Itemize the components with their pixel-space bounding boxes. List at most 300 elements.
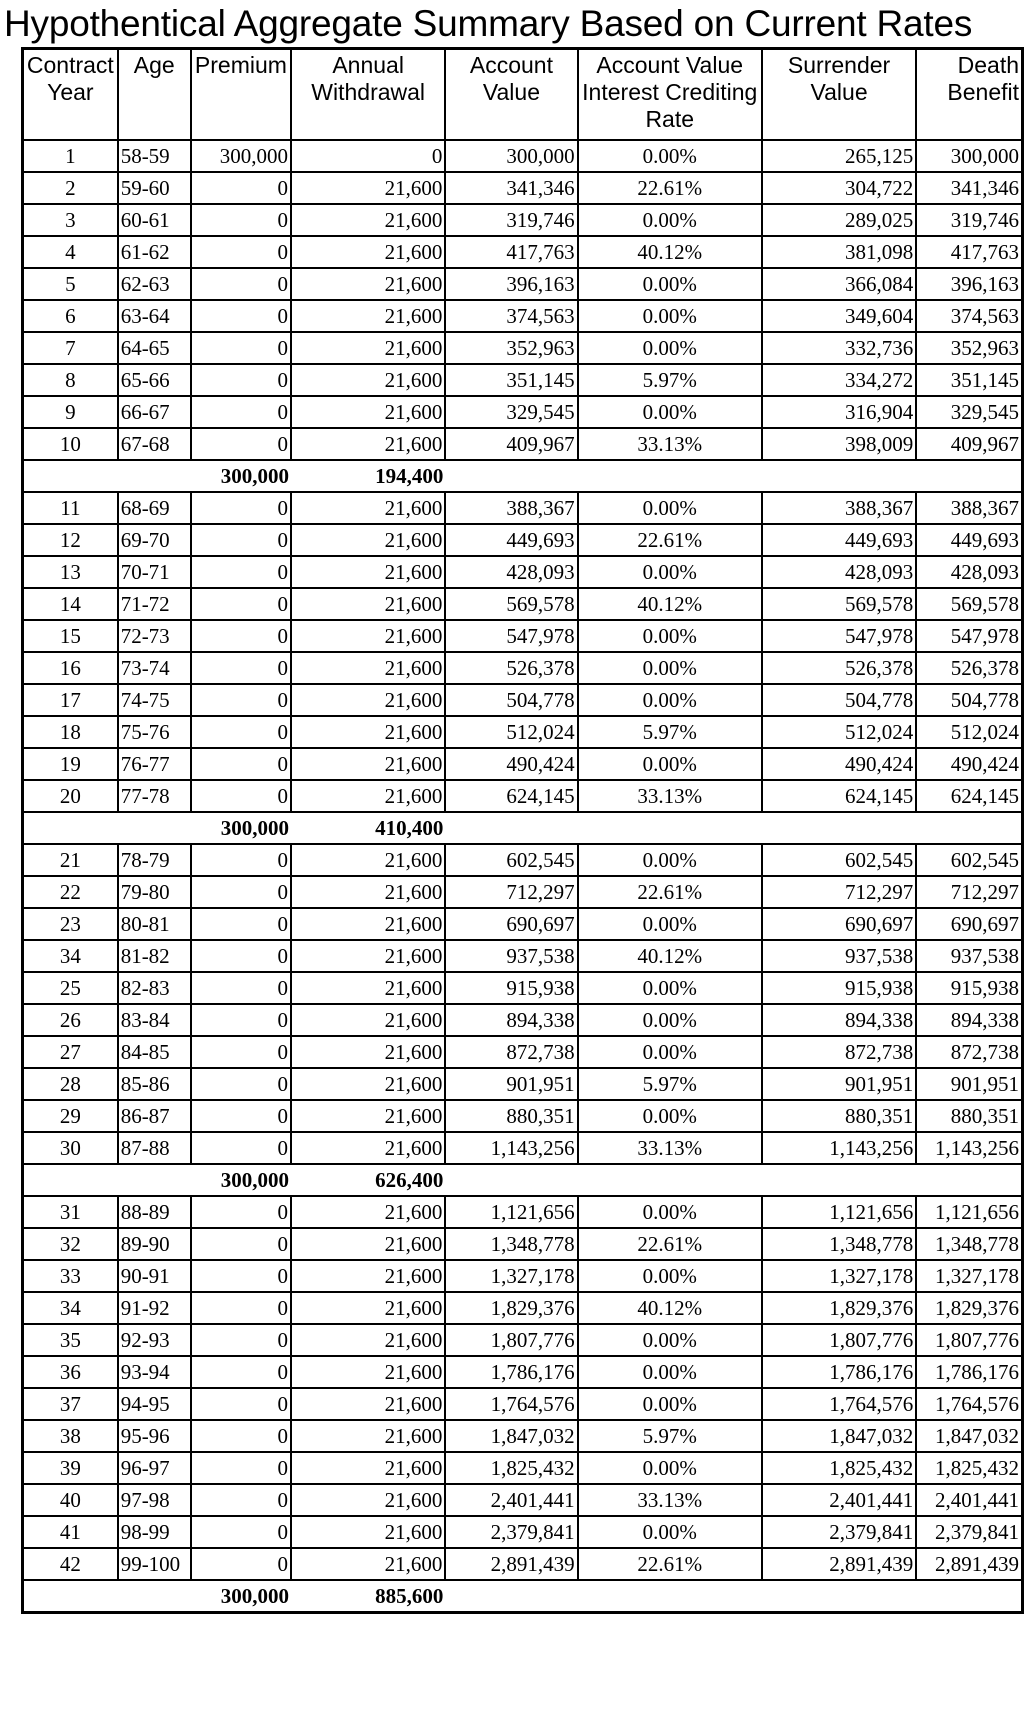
table-row (23, 396, 1023, 428)
cell-surrender-value: 381,098 (762, 236, 916, 268)
cell-age: 88-89 (118, 1196, 191, 1228)
cell-death-benefit: 1,348,778 (916, 1228, 1022, 1260)
cell-age: 76-77 (118, 748, 191, 780)
cell-account-value: 624,145 (445, 780, 577, 812)
cell-surrender-value: 569,578 (762, 588, 916, 620)
cell-death-benefit: 490,424 (916, 748, 1022, 780)
cell-crediting-rate: 0.00% (578, 140, 762, 172)
cell-death-benefit: 351,145 (916, 364, 1022, 396)
cell-contract-year: 35 (23, 1324, 118, 1356)
cell-premium: 0 (191, 492, 291, 524)
cell-age: 58-59 (118, 140, 191, 172)
cell-age: 69-70 (118, 524, 191, 556)
cell-surrender-value: 1,327,178 (762, 1260, 916, 1292)
cell-age: 79-80 (118, 876, 191, 908)
cell-contract-year: 28 (23, 1068, 118, 1100)
cell-crediting-rate: 0.00% (578, 204, 762, 236)
cell-surrender-value: 937,538 (762, 940, 916, 972)
cell-crediting-rate: 0.00% (578, 1196, 762, 1228)
cell-contract-year: 22 (23, 876, 118, 908)
cell-annual-withdrawal: 21,600 (291, 1388, 445, 1420)
cell-annual-withdrawal: 21,600 (291, 1100, 445, 1132)
cell-death-benefit: 2,401,441 (916, 1484, 1022, 1516)
cell-account-value: 1,825,432 (445, 1452, 577, 1484)
cell-age: 73-74 (118, 652, 191, 684)
cell-death-benefit: 388,367 (916, 492, 1022, 524)
header-death-benefit: Death Benefit (916, 49, 1022, 141)
cell-age: 68-69 (118, 492, 191, 524)
cell-age: 90-91 (118, 1260, 191, 1292)
subtotal-empty-cell (23, 1164, 118, 1196)
cell-annual-withdrawal: 21,600 (291, 684, 445, 716)
subtotal-empty-cell (762, 1164, 916, 1196)
cell-premium: 0 (191, 236, 291, 268)
cell-age: 77-78 (118, 780, 191, 812)
cell-surrender-value: 1,348,778 (762, 1228, 916, 1260)
cell-crediting-rate: 0.00% (578, 1516, 762, 1548)
cell-account-value: 547,978 (445, 620, 577, 652)
cell-annual-withdrawal: 21,600 (291, 620, 445, 652)
cell-surrender-value: 366,084 (762, 268, 916, 300)
cell-contract-year: 23 (23, 908, 118, 940)
cell-surrender-value: 1,847,032 (762, 1420, 916, 1452)
cell-contract-year: 4 (23, 236, 118, 268)
cell-account-value: 690,697 (445, 908, 577, 940)
cell-surrender-value: 1,829,376 (762, 1292, 916, 1324)
cell-contract-year: 36 (23, 1356, 118, 1388)
cell-account-value: 2,379,841 (445, 1516, 577, 1548)
table-row (23, 1260, 1023, 1292)
table-body (23, 140, 1023, 1613)
cell-surrender-value: 490,424 (762, 748, 916, 780)
cell-age: 89-90 (118, 1228, 191, 1260)
cell-crediting-rate: 0.00% (578, 684, 762, 716)
cell-account-value: 1,847,032 (445, 1420, 577, 1452)
cell-premium: 0 (191, 1516, 291, 1548)
premium-total: 300,000 (191, 1164, 291, 1196)
cell-account-value: 1,786,176 (445, 1356, 577, 1388)
cell-premium: 0 (191, 524, 291, 556)
table-row (23, 1004, 1023, 1036)
cell-crediting-rate: 0.00% (578, 908, 762, 940)
cell-annual-withdrawal: 21,600 (291, 844, 445, 876)
cell-crediting-rate: 0.00% (578, 300, 762, 332)
cell-contract-year: 40 (23, 1484, 118, 1516)
table-row (23, 1516, 1023, 1548)
cell-annual-withdrawal: 21,600 (291, 1420, 445, 1452)
cell-annual-withdrawal: 21,600 (291, 1324, 445, 1356)
cell-surrender-value: 915,938 (762, 972, 916, 1004)
cell-annual-withdrawal: 21,600 (291, 652, 445, 684)
cell-account-value: 319,746 (445, 204, 577, 236)
cell-crediting-rate: 0.00% (578, 1324, 762, 1356)
cell-crediting-rate: 0.00% (578, 844, 762, 876)
cell-annual-withdrawal: 21,600 (291, 716, 445, 748)
cell-premium: 0 (191, 1132, 291, 1164)
cell-crediting-rate: 33.13% (578, 1484, 762, 1516)
cell-premium: 0 (191, 620, 291, 652)
cell-account-value: 1,348,778 (445, 1228, 577, 1260)
cell-death-benefit: 872,738 (916, 1036, 1022, 1068)
cell-death-benefit: 449,693 (916, 524, 1022, 556)
cell-contract-year: 5 (23, 268, 118, 300)
cell-age: 87-88 (118, 1132, 191, 1164)
premium-total: 300,000 (191, 460, 291, 492)
cell-account-value: 1,829,376 (445, 1292, 577, 1324)
cell-account-value: 569,578 (445, 588, 577, 620)
cell-premium: 0 (191, 1548, 291, 1580)
cell-age: 71-72 (118, 588, 191, 620)
subtotal-empty-cell (762, 1580, 916, 1613)
cell-account-value: 901,951 (445, 1068, 577, 1100)
cell-death-benefit: 504,778 (916, 684, 1022, 716)
cell-surrender-value: 2,379,841 (762, 1516, 916, 1548)
cell-premium: 0 (191, 908, 291, 940)
cell-crediting-rate: 22.61% (578, 524, 762, 556)
cell-crediting-rate: 0.00% (578, 492, 762, 524)
cell-death-benefit: 374,563 (916, 300, 1022, 332)
table-row (23, 940, 1023, 972)
cell-premium: 0 (191, 268, 291, 300)
cell-death-benefit: 417,763 (916, 236, 1022, 268)
cell-premium: 0 (191, 876, 291, 908)
cell-crediting-rate: 0.00% (578, 556, 762, 588)
cell-contract-year: 25 (23, 972, 118, 1004)
cell-surrender-value: 690,697 (762, 908, 916, 940)
cell-death-benefit: 300,000 (916, 140, 1022, 172)
header-contract-year: Contract Year (23, 49, 118, 141)
subtotal-empty-cell (916, 812, 1022, 844)
cell-account-value: 409,967 (445, 428, 577, 460)
cell-annual-withdrawal: 21,600 (291, 588, 445, 620)
cell-annual-withdrawal: 21,600 (291, 1484, 445, 1516)
table-row (23, 1420, 1023, 1452)
cell-account-value: 1,807,776 (445, 1324, 577, 1356)
cell-crediting-rate: 22.61% (578, 1548, 762, 1580)
cell-death-benefit: 319,746 (916, 204, 1022, 236)
cell-account-value: 341,346 (445, 172, 577, 204)
cell-annual-withdrawal: 21,600 (291, 1260, 445, 1292)
cell-death-benefit: 1,786,176 (916, 1356, 1022, 1388)
subtotal-empty-cell (445, 1580, 577, 1613)
cell-premium: 0 (191, 332, 291, 364)
cell-death-benefit: 329,545 (916, 396, 1022, 428)
cell-contract-year: 17 (23, 684, 118, 716)
cell-age: 98-99 (118, 1516, 191, 1548)
cell-premium: 0 (191, 1228, 291, 1260)
cell-surrender-value: 349,604 (762, 300, 916, 332)
cell-contract-year: 41 (23, 1516, 118, 1548)
table-row (23, 652, 1023, 684)
cell-premium: 0 (191, 1452, 291, 1484)
header-age: Age (118, 49, 191, 141)
cell-surrender-value: 265,125 (762, 140, 916, 172)
header-account-value: Account Value (445, 49, 577, 141)
header-crediting-rate: Account Value Interest Crediting Rate (578, 49, 762, 141)
cell-death-benefit: 341,346 (916, 172, 1022, 204)
cell-premium: 0 (191, 844, 291, 876)
cell-crediting-rate: 0.00% (578, 620, 762, 652)
cell-premium: 0 (191, 1292, 291, 1324)
cell-account-value: 937,538 (445, 940, 577, 972)
header-premium: Premium (191, 49, 291, 141)
cell-death-benefit: 1,143,256 (916, 1132, 1022, 1164)
cell-age: 72-73 (118, 620, 191, 652)
cell-account-value: 352,963 (445, 332, 577, 364)
table-row (23, 1356, 1023, 1388)
cell-account-value: 894,338 (445, 1004, 577, 1036)
cell-age: 92-93 (118, 1324, 191, 1356)
cell-surrender-value: 1,807,776 (762, 1324, 916, 1356)
cell-premium: 0 (191, 1260, 291, 1292)
cell-premium: 0 (191, 556, 291, 588)
subtotal-empty-cell (916, 460, 1022, 492)
cell-account-value: 490,424 (445, 748, 577, 780)
subtotal-empty-cell (578, 1580, 762, 1613)
cell-crediting-rate: 0.00% (578, 268, 762, 300)
premium-total: 300,000 (191, 1580, 291, 1613)
table-row (23, 268, 1023, 300)
cell-premium: 0 (191, 396, 291, 428)
cell-annual-withdrawal: 21,600 (291, 1004, 445, 1036)
cell-premium: 0 (191, 364, 291, 396)
cell-annual-withdrawal: 21,600 (291, 172, 445, 204)
cell-crediting-rate: 0.00% (578, 972, 762, 1004)
cell-annual-withdrawal: 21,600 (291, 332, 445, 364)
cell-death-benefit: 1,327,178 (916, 1260, 1022, 1292)
document-title: Hypothentical Aggregate Summary Based on Current Rates (4, 3, 973, 44)
cell-premium: 0 (191, 300, 291, 332)
cell-age: 93-94 (118, 1356, 191, 1388)
table-row (23, 556, 1023, 588)
cell-annual-withdrawal: 21,600 (291, 364, 445, 396)
cell-crediting-rate: 0.00% (578, 332, 762, 364)
table-row (23, 1100, 1023, 1132)
cell-death-benefit: 1,807,776 (916, 1324, 1022, 1356)
cell-death-benefit: 624,145 (916, 780, 1022, 812)
cell-death-benefit: 569,578 (916, 588, 1022, 620)
cell-crediting-rate: 40.12% (578, 940, 762, 972)
cell-premium: 0 (191, 1100, 291, 1132)
cell-premium: 0 (191, 780, 291, 812)
cell-crediting-rate: 0.00% (578, 1356, 762, 1388)
cell-crediting-rate: 33.13% (578, 428, 762, 460)
cell-crediting-rate: 0.00% (578, 1036, 762, 1068)
table-row (23, 332, 1023, 364)
table-row (23, 588, 1023, 620)
cell-age: 64-65 (118, 332, 191, 364)
cell-annual-withdrawal: 21,600 (291, 972, 445, 1004)
subtotal-empty-cell (445, 1164, 577, 1196)
cell-crediting-rate: 5.97% (578, 1068, 762, 1100)
table-row (23, 1324, 1023, 1356)
cell-surrender-value: 504,778 (762, 684, 916, 716)
table-row (23, 236, 1023, 268)
cell-premium: 0 (191, 1388, 291, 1420)
cell-contract-year: 10 (23, 428, 118, 460)
cell-account-value: 1,764,576 (445, 1388, 577, 1420)
cell-contract-year: 18 (23, 716, 118, 748)
table-row (23, 1196, 1023, 1228)
table-row (23, 1548, 1023, 1580)
cell-surrender-value: 332,736 (762, 332, 916, 364)
cell-contract-year: 6 (23, 300, 118, 332)
cell-surrender-value: 1,143,256 (762, 1132, 916, 1164)
cell-annual-withdrawal: 21,600 (291, 268, 445, 300)
subtotal-empty-cell (118, 812, 191, 844)
cell-surrender-value: 428,093 (762, 556, 916, 588)
cell-annual-withdrawal: 21,600 (291, 940, 445, 972)
cell-annual-withdrawal: 21,600 (291, 524, 445, 556)
cell-surrender-value: 547,978 (762, 620, 916, 652)
cell-age: 91-92 (118, 1292, 191, 1324)
table-row (23, 908, 1023, 940)
cell-age: 75-76 (118, 716, 191, 748)
table-row (23, 172, 1023, 204)
header-surrender-value: Surrender Value (762, 49, 916, 141)
cell-annual-withdrawal: 21,600 (291, 1516, 445, 1548)
cell-crediting-rate: 0.00% (578, 396, 762, 428)
cell-crediting-rate: 0.00% (578, 1260, 762, 1292)
table-row (23, 1068, 1023, 1100)
cell-premium: 0 (191, 588, 291, 620)
table-row (23, 748, 1023, 780)
cell-annual-withdrawal: 21,600 (291, 1548, 445, 1580)
cell-crediting-rate: 22.61% (578, 172, 762, 204)
cell-death-benefit: 1,121,656 (916, 1196, 1022, 1228)
table-row (23, 492, 1023, 524)
cell-account-value: 526,378 (445, 652, 577, 684)
cell-crediting-rate: 40.12% (578, 236, 762, 268)
cell-account-value: 1,327,178 (445, 1260, 577, 1292)
cell-annual-withdrawal: 21,600 (291, 876, 445, 908)
cell-crediting-rate: 22.61% (578, 876, 762, 908)
cell-crediting-rate: 0.00% (578, 1100, 762, 1132)
summary-table (21, 47, 1024, 1614)
cell-premium: 0 (191, 972, 291, 1004)
cell-account-value: 374,563 (445, 300, 577, 332)
cell-contract-year: 20 (23, 780, 118, 812)
table-row (23, 428, 1023, 460)
cell-crediting-rate: 40.12% (578, 588, 762, 620)
cell-premium: 0 (191, 1068, 291, 1100)
cell-contract-year: 3 (23, 204, 118, 236)
cell-surrender-value: 316,904 (762, 396, 916, 428)
table-row (23, 364, 1023, 396)
cell-account-value: 872,738 (445, 1036, 577, 1068)
cell-contract-year: 15 (23, 620, 118, 652)
cell-age: 96-97 (118, 1452, 191, 1484)
cell-crediting-rate: 33.13% (578, 780, 762, 812)
subtotal-row (23, 812, 1023, 844)
cell-surrender-value: 624,145 (762, 780, 916, 812)
cell-account-value: 351,145 (445, 364, 577, 396)
table-row (23, 972, 1023, 1004)
cell-surrender-value: 526,378 (762, 652, 916, 684)
premium-total: 300,000 (191, 812, 291, 844)
cell-annual-withdrawal: 21,600 (291, 396, 445, 428)
cell-contract-year: 9 (23, 396, 118, 428)
cell-account-value: 504,778 (445, 684, 577, 716)
cell-age: 60-61 (118, 204, 191, 236)
cell-surrender-value: 449,693 (762, 524, 916, 556)
cell-account-value: 712,297 (445, 876, 577, 908)
cell-premium: 0 (191, 716, 291, 748)
cell-death-benefit: 2,891,439 (916, 1548, 1022, 1580)
cell-age: 99-100 (118, 1548, 191, 1580)
cell-surrender-value: 1,825,432 (762, 1452, 916, 1484)
cell-age: 62-63 (118, 268, 191, 300)
cell-death-benefit: 1,829,376 (916, 1292, 1022, 1324)
header-annual-withdrawal: Annual Withdrawal (291, 49, 445, 141)
cell-age: 83-84 (118, 1004, 191, 1036)
cell-annual-withdrawal: 21,600 (291, 1036, 445, 1068)
cell-death-benefit: 602,545 (916, 844, 1022, 876)
cell-contract-year: 14 (23, 588, 118, 620)
cell-premium: 0 (191, 172, 291, 204)
cell-crediting-rate: 5.97% (578, 716, 762, 748)
cell-account-value: 329,545 (445, 396, 577, 428)
cell-contract-year: 2 (23, 172, 118, 204)
cell-surrender-value: 1,786,176 (762, 1356, 916, 1388)
table-row (23, 620, 1023, 652)
cell-annual-withdrawal: 21,600 (291, 780, 445, 812)
cell-death-benefit: 915,938 (916, 972, 1022, 1004)
cell-annual-withdrawal: 21,600 (291, 492, 445, 524)
table-row (23, 1132, 1023, 1164)
table-row (23, 524, 1023, 556)
cell-account-value: 449,693 (445, 524, 577, 556)
subtotal-empty-cell (118, 1580, 191, 1613)
cell-surrender-value: 1,764,576 (762, 1388, 916, 1420)
subtotal-empty-cell (445, 812, 577, 844)
cell-surrender-value: 304,722 (762, 172, 916, 204)
cell-surrender-value: 894,338 (762, 1004, 916, 1036)
cell-premium: 0 (191, 1196, 291, 1228)
withdrawal-total: 626,400 (291, 1164, 445, 1196)
table-row (23, 780, 1023, 812)
cell-contract-year: 37 (23, 1388, 118, 1420)
cell-contract-year: 34 (23, 1292, 118, 1324)
cell-account-value: 915,938 (445, 972, 577, 1004)
cell-annual-withdrawal: 21,600 (291, 428, 445, 460)
cell-age: 94-95 (118, 1388, 191, 1420)
cell-premium: 300,000 (191, 140, 291, 172)
cell-account-value: 2,401,441 (445, 1484, 577, 1516)
cell-crediting-rate: 5.97% (578, 1420, 762, 1452)
cell-account-value: 602,545 (445, 844, 577, 876)
subtotal-row (23, 460, 1023, 492)
subtotal-empty-cell (578, 1164, 762, 1196)
cell-death-benefit: 512,024 (916, 716, 1022, 748)
cell-contract-year: 21 (23, 844, 118, 876)
subtotal-row (23, 1580, 1023, 1613)
cell-death-benefit: 1,764,576 (916, 1388, 1022, 1420)
cell-age: 65-66 (118, 364, 191, 396)
cell-contract-year: 29 (23, 1100, 118, 1132)
cell-death-benefit: 901,951 (916, 1068, 1022, 1100)
cell-premium: 0 (191, 684, 291, 716)
table-row (23, 1452, 1023, 1484)
cell-account-value: 1,143,256 (445, 1132, 577, 1164)
cell-surrender-value: 880,351 (762, 1100, 916, 1132)
table-row (23, 684, 1023, 716)
table-row (23, 876, 1023, 908)
cell-age: 63-64 (118, 300, 191, 332)
cell-age: 61-62 (118, 236, 191, 268)
cell-death-benefit: 880,351 (916, 1100, 1022, 1132)
cell-premium: 0 (191, 428, 291, 460)
